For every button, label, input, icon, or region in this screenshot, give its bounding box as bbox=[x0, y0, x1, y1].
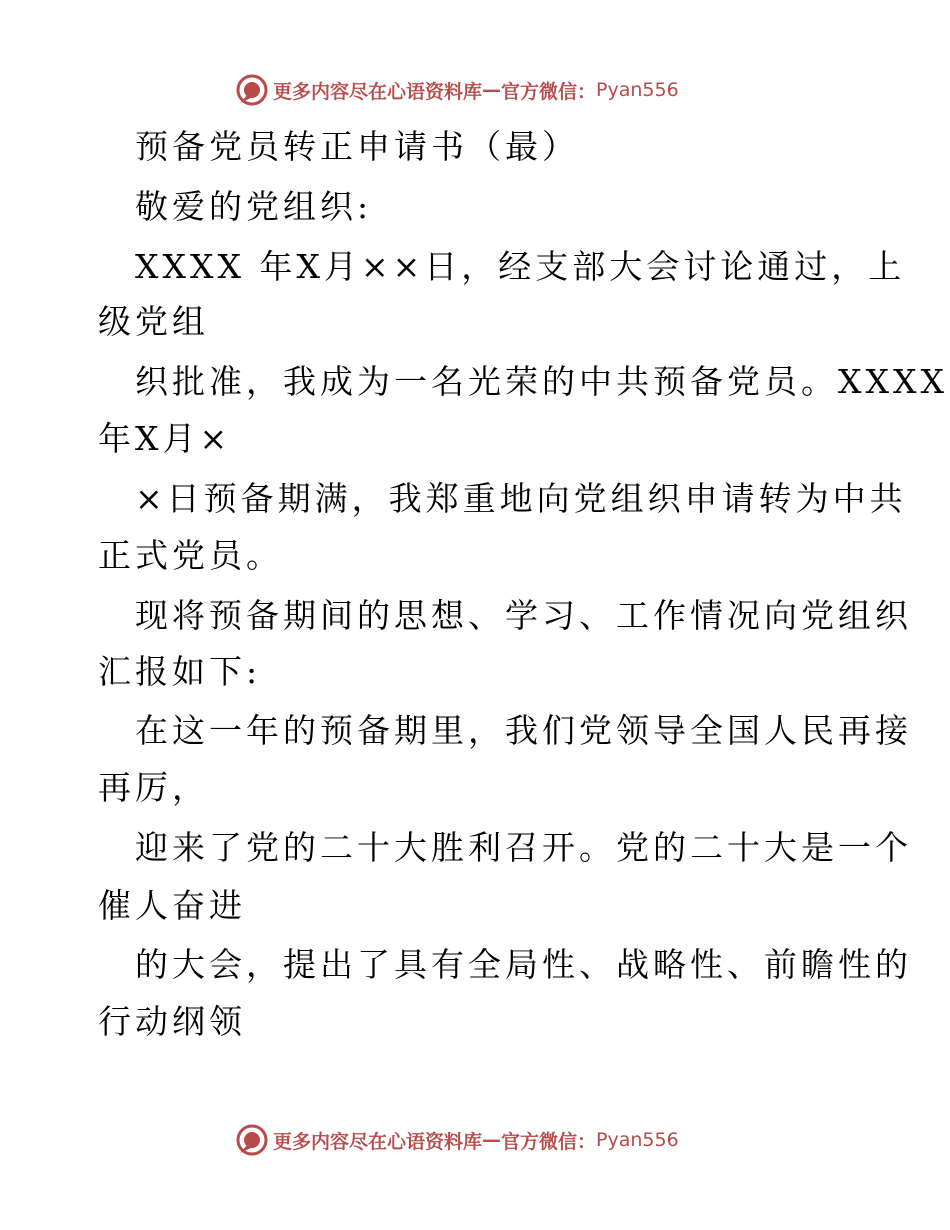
doc-title: 预备党员转正申请书（最） bbox=[135, 127, 579, 166]
doc-line: 迎来了党的二十大胜利召开。党的二十大是一个 bbox=[135, 828, 912, 867]
doc-line: 再厉， bbox=[98, 768, 209, 807]
doc-line: 在这一年的预备期里，我们党领导全国人民再接 bbox=[135, 711, 912, 750]
doc-line: 正式党员。 bbox=[98, 536, 283, 575]
doc-line: 汇报如下: bbox=[98, 652, 262, 691]
doc-line: 年X月× bbox=[98, 419, 232, 458]
watermark-separator: — bbox=[482, 79, 502, 101]
doc-line: 的大会，提出了具有全局性、战略性、前瞻性的 bbox=[135, 945, 912, 984]
doc-line: 现将预备期间的思想、学习、工作情况向党组织 bbox=[135, 596, 912, 635]
footer-watermark bbox=[235, 1122, 679, 1158]
watermark-site-text: 更多内容尽在心语资料库 bbox=[273, 80, 483, 103]
doc-line: ×日预备期满，我郑重地向党组织申请转为中共 bbox=[135, 479, 907, 518]
watermark-wechat-label: 官方微信： bbox=[501, 1130, 597, 1153]
pen-logo-icon bbox=[235, 1123, 269, 1157]
doc-line: 催人奋进 bbox=[98, 886, 246, 925]
doc-line: 织批准，我成为一名光荣的中共预备党员。XXXX bbox=[135, 362, 948, 401]
watermark-site-text: 更多内容尽在心语资料库 bbox=[273, 1130, 483, 1153]
doc-line: XXXX 年X月××日，经支部大会讨论通过，上 bbox=[135, 247, 906, 286]
watermark-separator: — bbox=[482, 1129, 502, 1151]
doc-salutation: 敬爱的党组织: bbox=[135, 187, 373, 226]
doc-line: 行动纲领 bbox=[98, 1002, 246, 1041]
watermark-wechat-id: Pyan556 bbox=[596, 79, 679, 101]
watermark-wechat-id: Pyan556 bbox=[596, 1129, 679, 1151]
watermark-wechat-label: 官方微信： bbox=[501, 80, 597, 103]
doc-line: 级党组 bbox=[98, 302, 209, 341]
